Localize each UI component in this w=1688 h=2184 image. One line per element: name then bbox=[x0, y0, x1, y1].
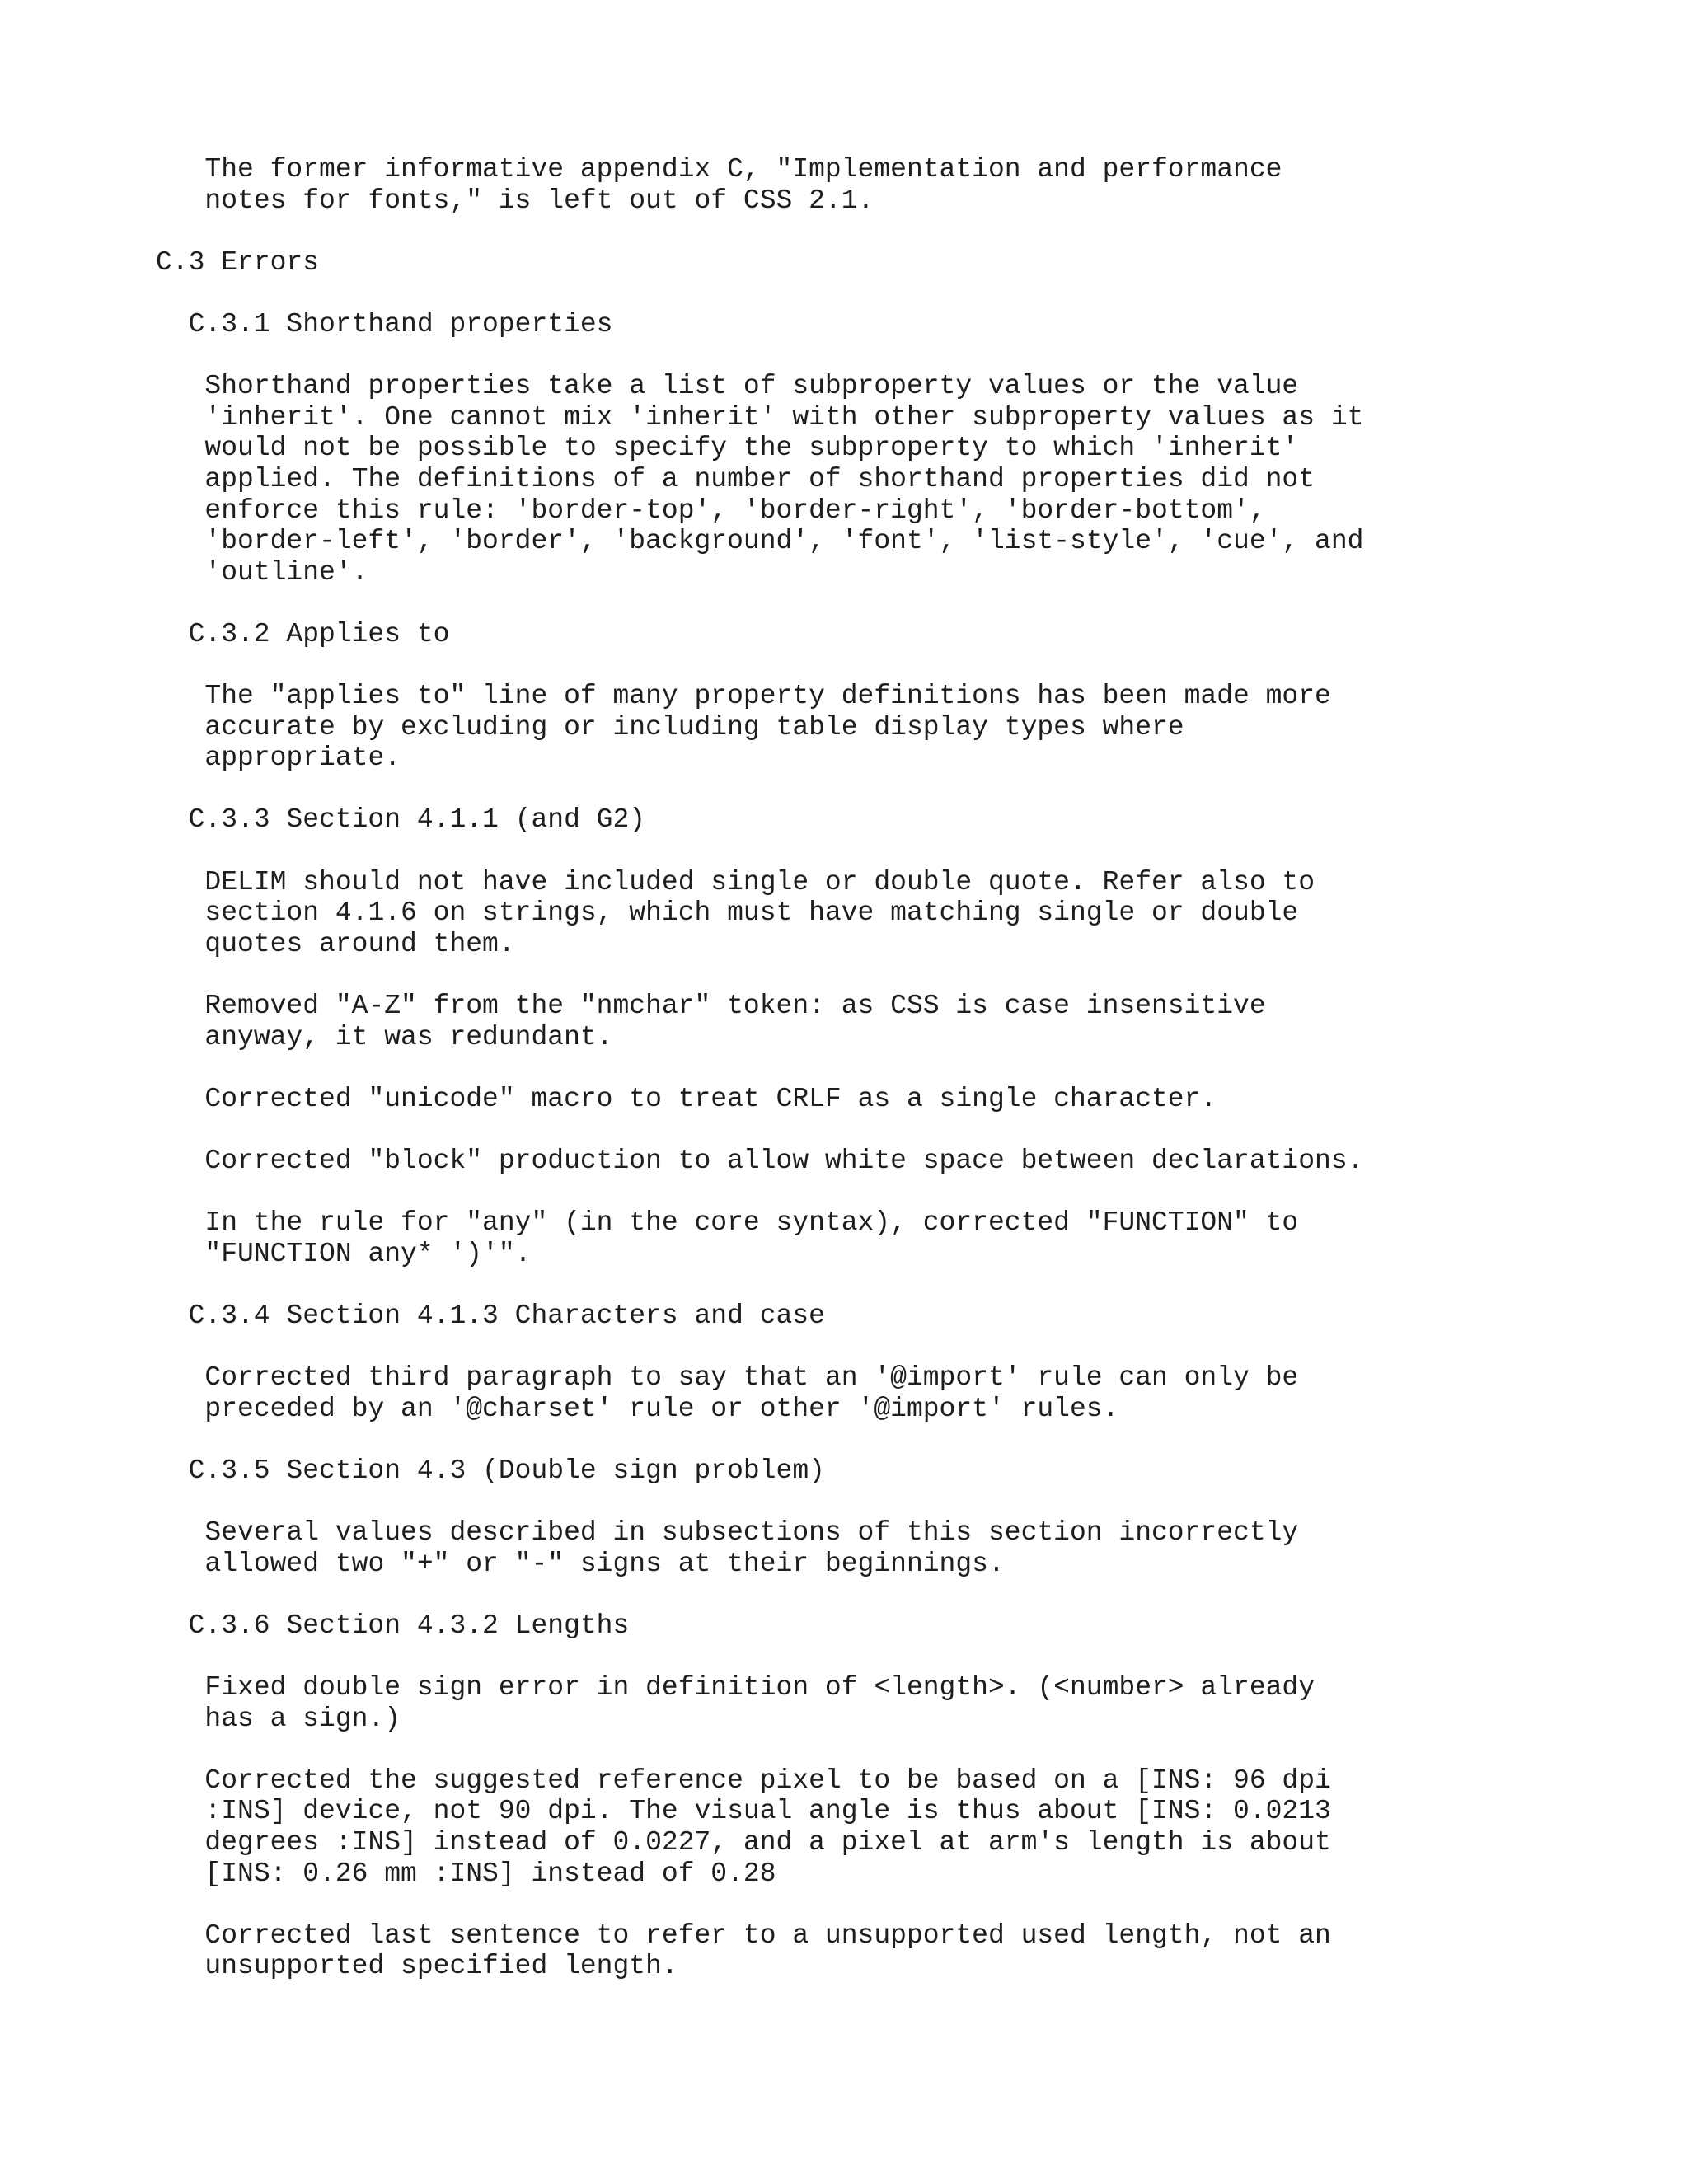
subsection-heading bbox=[156, 309, 1363, 340]
text-line: would not be possible to specify the subproperty to which 'inherit' bbox=[204, 433, 1299, 464]
paragraph bbox=[156, 681, 1363, 774]
text-line: C.3.4 Section 4.1.3 Characters and case bbox=[188, 1300, 825, 1331]
paragraph bbox=[156, 154, 1363, 216]
text-line: Corrected "unicode" macro to treat CRLF as a single character. bbox=[204, 1083, 1217, 1114]
paragraph bbox=[156, 1765, 1363, 1889]
text-line: Corrected "block" production to allow white space between declarations. bbox=[204, 1146, 1364, 1176]
text-line: Fixed double sign error in definition of <length>. (<number> already bbox=[204, 1672, 1315, 1704]
text-line: accurate by excluding or including table display types where bbox=[204, 711, 1184, 743]
section-heading bbox=[156, 247, 1363, 279]
subsection-heading bbox=[156, 804, 1363, 836]
text-line: In the rule for "any" (in the core syntax), corrected "FUNCTION" to bbox=[204, 1207, 1299, 1239]
paragraph bbox=[156, 1084, 1363, 1115]
subsection-heading bbox=[156, 1455, 1363, 1487]
text-line: DELIM should not have included single or double quote. Refer also to bbox=[204, 866, 1315, 898]
text-line: notes for fonts," is left out of CSS 2.1. bbox=[204, 185, 874, 216]
text-line: C.3.2 Applies to bbox=[188, 618, 450, 649]
text-line: C.3.5 Section 4.3 (Double sign problem) bbox=[188, 1455, 825, 1486]
text-line: allowed two "+" or "-" signs at their beginnings. bbox=[204, 1548, 1005, 1579]
text-line: :INS] device, not 90 dpi. The visual angle is thus about [INS: 0.0213 bbox=[204, 1796, 1331, 1827]
text-line: Removed "A-Z" from the "nmchar" token: as CSS is case insensitive bbox=[204, 991, 1266, 1022]
text-line: "FUNCTION any* ')'". bbox=[204, 1238, 532, 1269]
document-body bbox=[156, 154, 1363, 2013]
text-line: anyway, it was redundant. bbox=[204, 1021, 613, 1052]
text-line: [INS: 0.26 mm :INS] instead of 0.28 bbox=[204, 1858, 776, 1889]
text-line: C.3.6 Section 4.3.2 Lengths bbox=[188, 1610, 630, 1641]
subsection-heading bbox=[156, 619, 1363, 650]
text-line: C.3.1 Shorthand properties bbox=[188, 308, 613, 340]
text-line: The "applies to" line of many property definitions has been made more bbox=[204, 681, 1331, 712]
paragraph bbox=[156, 991, 1363, 1052]
paragraph bbox=[156, 1517, 1363, 1579]
text-line: applied. The definitions of a number of shorthand properties did not bbox=[204, 463, 1315, 494]
text-line: The former informative appendix C, "Implementation and performance bbox=[204, 154, 1282, 185]
text-line: section 4.1.6 on strings, which must have matching single or double bbox=[204, 898, 1299, 929]
subsection-heading bbox=[156, 1610, 1363, 1642]
text-line: C.3 Errors bbox=[156, 246, 320, 278]
text-line: appropriate. bbox=[204, 743, 401, 774]
text-line: Corrected last sentence to refer to a unsupported used length, not an bbox=[204, 1919, 1331, 1951]
text-line: 'border-left', 'border', 'background', 'font', 'list-style', 'cue', and bbox=[204, 526, 1364, 557]
text-line: 'inherit'. One cannot mix 'inherit' with other subproperty values as it bbox=[204, 401, 1364, 433]
paragraph bbox=[156, 1362, 1363, 1424]
text-line: 'outline'. bbox=[204, 556, 368, 588]
text-line: Shorthand properties take a list of subproperty values or the value bbox=[204, 371, 1299, 402]
text-line: C.3.3 Section 4.1.1 (and G2) bbox=[188, 804, 646, 836]
text-line: Corrected the suggested reference pixel to be based on a [INS: 96 dpi bbox=[204, 1765, 1331, 1796]
text-line: Several values described in subsections of this section incorrectly bbox=[204, 1517, 1299, 1549]
paragraph bbox=[156, 1920, 1363, 1982]
subsection-heading bbox=[156, 1301, 1363, 1332]
paragraph bbox=[156, 1146, 1363, 1177]
text-line: quotes around them. bbox=[204, 928, 515, 959]
text-line: unsupported specified length. bbox=[204, 1951, 678, 1982]
paragraph bbox=[156, 1672, 1363, 1734]
text-line: has a sign.) bbox=[204, 1703, 401, 1734]
text-line: Corrected third paragraph to say that an '@import' rule can only be bbox=[204, 1362, 1299, 1394]
text-line: preceded by an '@charset' rule or other '@import' rules. bbox=[204, 1393, 1119, 1424]
text-line: enforce this rule: 'border-top', 'border-right', 'border-bottom', bbox=[204, 494, 1266, 526]
paragraph bbox=[156, 1207, 1363, 1269]
paragraph bbox=[156, 371, 1363, 588]
paragraph bbox=[156, 867, 1363, 960]
text-line: degrees :INS] instead of 0.0227, and a pixel at arm's length is about bbox=[204, 1827, 1331, 1858]
